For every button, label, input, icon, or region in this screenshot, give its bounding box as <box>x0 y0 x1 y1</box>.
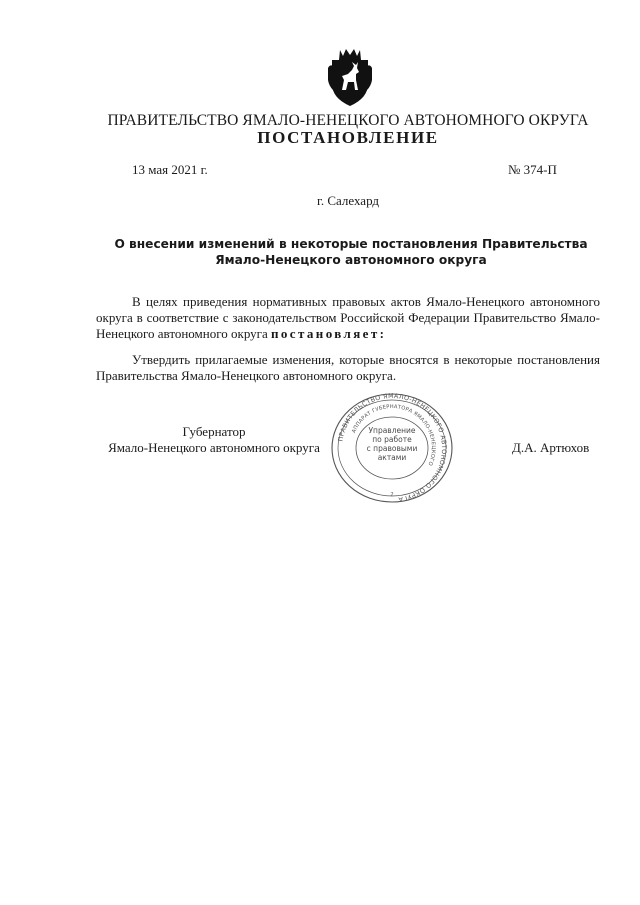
body-paragraph-1 <box>96 294 600 342</box>
stamp-bottom-mark: 2 <box>390 492 394 498</box>
coat-of-arms-icon <box>326 46 374 108</box>
resolution-keyword: постановляет: <box>271 326 387 341</box>
document-type-title: ПОСТАНОВЛЕНИЕ <box>257 128 439 147</box>
paragraph-1-text: В целях приведения нормативных правовых актов Ямало-Ненецкого автономного округа в соответствие с законодательством Российской Федерации Правительство Ямало-Ненецкого автономного округа <box>96 294 600 341</box>
signer-name: Д.А. Артюхов <box>512 440 590 455</box>
official-stamp <box>330 392 454 504</box>
document-number: № 374-П <box>508 162 557 177</box>
body-paragraph-2: Утвердить прилагаемые изменения, которые вносятся в некоторые постановления Правительства Ямало-Ненецкого автономного округа. <box>96 352 600 383</box>
stamp-center-line-4: актами <box>377 453 407 462</box>
stamp-inner-text: АППАРАТ ГУБЕРНАТОРА ЯМАЛО-НЕНЕЦКОГО <box>351 403 437 467</box>
stamp-center-line-2: по работе <box>372 435 412 444</box>
document-city: г. Салехард <box>316 193 380 208</box>
stamp-center-line-1: Управление <box>368 426 416 435</box>
stamp-outer-text: ПРАВИТЕЛЬСТВО ЯМАЛО-НЕНЕЦКОГО АВТОНОМНОГО ОКРУГА <box>336 392 449 504</box>
signer-title <box>96 424 332 456</box>
organization-title: ПРАВИТЕЛЬСТВО ЯМАЛО-НЕНЕЦКОГО АВТОНОМНОГО ОКРУГА <box>107 112 589 129</box>
signer-title-line-2: Ямало-Ненецкого автономного округа <box>108 440 320 455</box>
signer-title-line-1: Губернатор <box>182 424 246 439</box>
stamp-center-text <box>352 426 432 462</box>
document-date: 13 мая 2021 г. <box>132 162 208 177</box>
stamp-center-line-3: с правовыми <box>366 444 418 453</box>
document-subject: О внесении изменений в некоторые постановления Правительства Ямало-Ненецкого автономного округа <box>114 237 588 267</box>
